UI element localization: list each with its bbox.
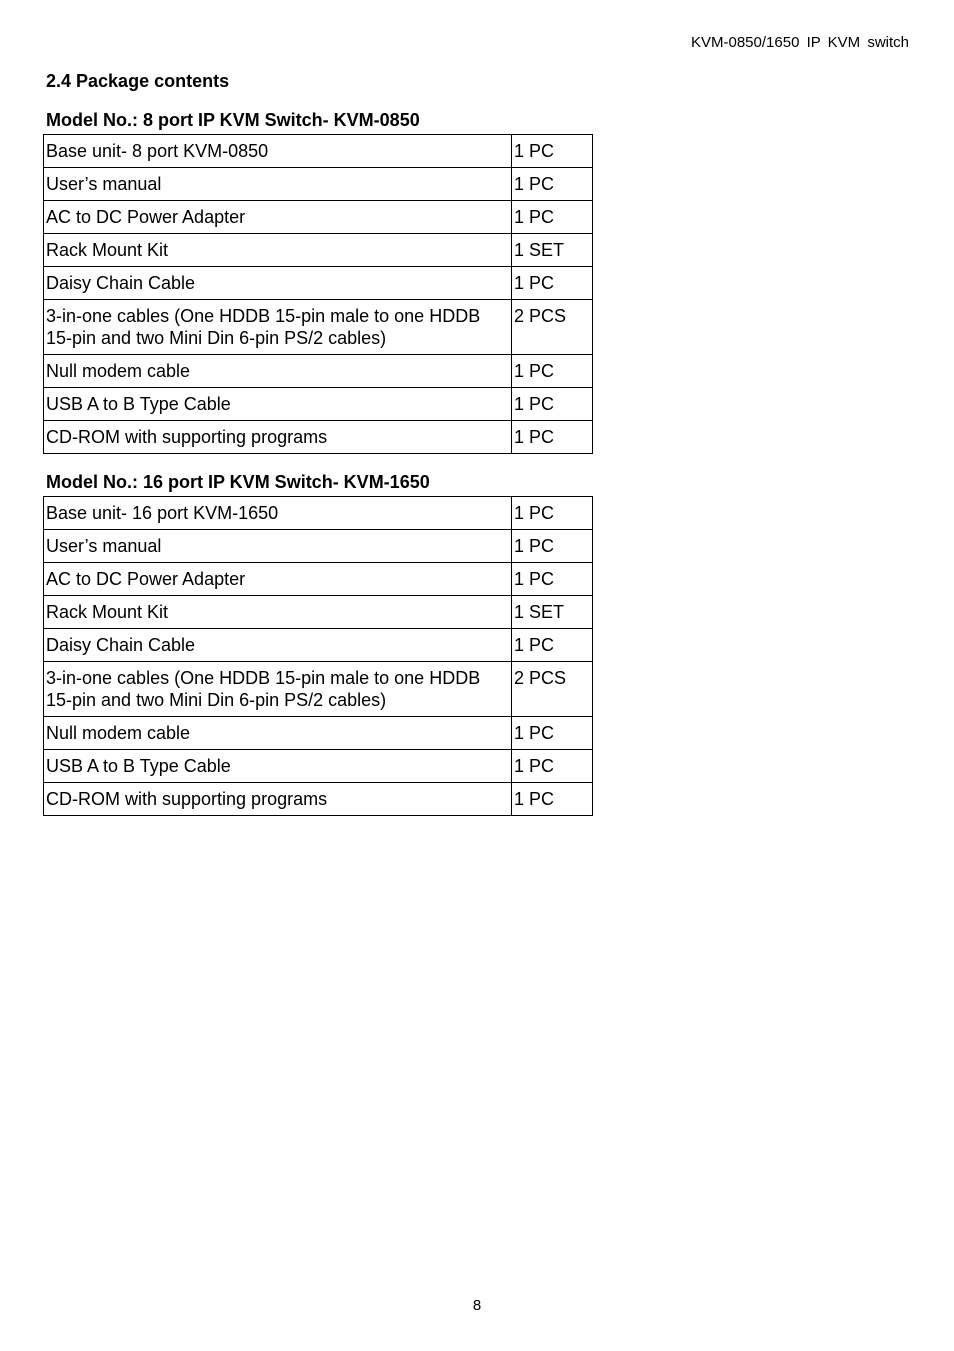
qty-cell: 2 PCS — [512, 300, 593, 355]
item-cell — [44, 662, 512, 717]
qty-cell: 1 PC — [512, 267, 593, 300]
item-cell: USB A to B Type Cable — [44, 388, 512, 421]
item-line: 3-in-one cables (One HDDB 15-pin male to one HDDB — [46, 668, 481, 688]
table-row — [44, 596, 593, 629]
table-row — [44, 563, 593, 596]
table-row — [44, 388, 593, 421]
table-row — [44, 750, 593, 783]
qty-cell: 1 PC — [512, 355, 593, 388]
item-cell: CD-ROM with supporting programs — [44, 421, 512, 454]
section-heading: 2.4 Package contents — [46, 71, 230, 91]
table-row — [44, 201, 593, 234]
table-row — [44, 135, 593, 168]
qty-cell: 1 PC — [512, 629, 593, 662]
qty-cell: 2 PCS — [512, 662, 593, 717]
table-row — [44, 355, 593, 388]
qty-cell: 1 PC — [512, 168, 593, 201]
item-cell: User’s manual — [44, 530, 512, 563]
table-row — [44, 267, 593, 300]
item-cell — [44, 300, 512, 355]
item-cell: Rack Mount Kit — [44, 234, 512, 267]
table-row — [44, 717, 593, 750]
qty-cell: 1 SET — [512, 234, 593, 267]
qty-cell: 1 PC — [512, 421, 593, 454]
qty-cell: 1 PC — [512, 717, 593, 750]
item-cell: Base unit- 16 port KVM-1650 — [44, 497, 512, 530]
model-title-kvm-1650: Model No.: 16 port IP KVM Switch- KVM-1650 — [46, 472, 430, 492]
table-row — [44, 629, 593, 662]
item-cell: Null modem cable — [44, 355, 512, 388]
item-cell: User’s manual — [44, 168, 512, 201]
qty-cell: 1 PC — [512, 201, 593, 234]
running-header: KVM-0850/1650 IP KVM switch — [691, 34, 909, 51]
package-table-kvm-1650 — [43, 496, 593, 816]
qty-cell: 1 PC — [512, 563, 593, 596]
table-row — [44, 168, 593, 201]
qty-cell: 1 PC — [512, 388, 593, 421]
table-row — [44, 662, 593, 717]
model-title-kvm-0850: Model No.: 8 port IP KVM Switch- KVM-0850 — [46, 110, 420, 130]
item-cell: Daisy Chain Cable — [44, 267, 512, 300]
table-row — [44, 783, 593, 816]
package-table-kvm-0850 — [43, 134, 593, 454]
item-cell: AC to DC Power Adapter — [44, 563, 512, 596]
table-row — [44, 300, 593, 355]
item-cell: AC to DC Power Adapter — [44, 201, 512, 234]
qty-cell: 1 PC — [512, 750, 593, 783]
item-cell: Daisy Chain Cable — [44, 629, 512, 662]
qty-cell: 1 PC — [512, 497, 593, 530]
item-cell: Null modem cable — [44, 717, 512, 750]
table-row — [44, 497, 593, 530]
table-row — [44, 530, 593, 563]
item-cell: Base unit- 8 port KVM-0850 — [44, 135, 512, 168]
qty-cell: 1 PC — [512, 530, 593, 563]
table-row — [44, 234, 593, 267]
qty-cell: 1 SET — [512, 596, 593, 629]
item-line: 3-in-one cables (One HDDB 15-pin male to one HDDB — [46, 306, 481, 326]
item-line: 15-pin and two Mini Din 6-pin PS/2 cables) — [46, 690, 387, 710]
item-cell: USB A to B Type Cable — [44, 750, 512, 783]
item-line: 15-pin and two Mini Din 6-pin PS/2 cables) — [46, 328, 387, 348]
page-number: 8 — [472, 1297, 482, 1314]
qty-cell: 1 PC — [512, 783, 593, 816]
item-cell: Rack Mount Kit — [44, 596, 512, 629]
item-cell: CD-ROM with supporting programs — [44, 783, 512, 816]
qty-cell: 1 PC — [512, 135, 593, 168]
table-row — [44, 421, 593, 454]
